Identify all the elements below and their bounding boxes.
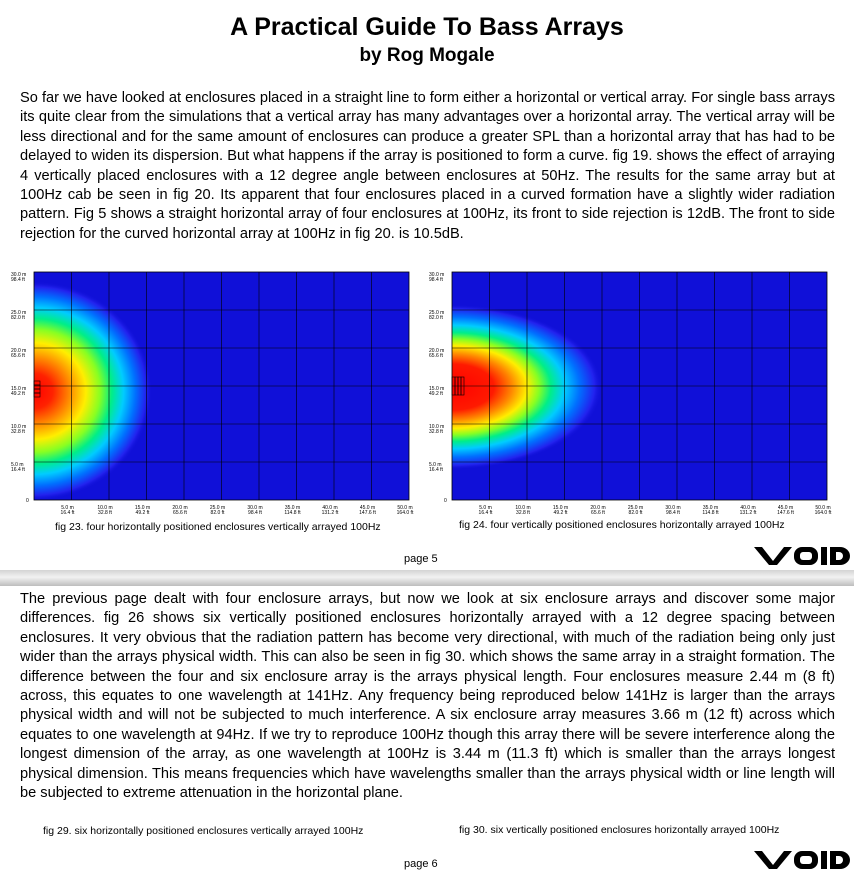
y-tick-label: 20.0 m [11, 348, 27, 354]
page-number: page 6 [404, 858, 438, 870]
x-tick-label: 65.6 ft [591, 510, 605, 515]
x-tick-label: 98.4 ft [248, 510, 262, 515]
x-tick-label: 98.4 ft [666, 510, 680, 515]
x-tick-label: 114.8 ft [284, 510, 301, 515]
x-axis-ticks [479, 505, 832, 515]
x-tick-label: 82.0 ft [210, 510, 225, 515]
void-logo-icon [752, 545, 852, 567]
y-tick-label: 98.4 ft [429, 277, 443, 283]
document-author: by Rog Mogale [359, 45, 495, 66]
x-tick-label: 131.2 ft [739, 510, 757, 515]
y-tick-label: 25.0 m [11, 310, 27, 316]
x-tick-label: 32.8 ft [98, 510, 112, 515]
y-tick-label: 10.0 m [429, 424, 445, 430]
x-tick-label: 16.4 ft [478, 510, 493, 515]
x-tick-label: 50.0 m [815, 505, 831, 511]
x-tick-label: 10.0 m [97, 505, 113, 511]
x-tick-label: 114.8 ft [702, 510, 719, 515]
y-tick-label: 25.0 m [429, 310, 445, 316]
y-tick-label: 30.0 m [11, 272, 27, 278]
x-tick-label: 20.0 m [172, 505, 188, 511]
x-tick-label: 65.6 ft [173, 510, 187, 515]
page-6-paragraph: The previous page dealt with four enclosure arrays, but now we look at six enclosure arrays and discover some major differences. fig 26 shows six vertically positioned enclosures horizontally arrayed with a 12 degree spacing between enclosures. It very obvious that the radiation pattern has become very directional, with much of the radiation being only just wider than the arrays physical width. This can also be seen in fig 30. which shows the same array in a straight formation. The difference between the four and six enclosure array is the arrays physical length. Four enclosures measure 2.44 m (8 ft) across, this equates to one wavelength at 141Hz. Any frequency being reproduced below 141Hz is larger than the arrays physical width and will not be subjected to much interference. A six enclosure array measures 3.66 m (12 ft) across which equates to one wavelength at 94Hz. If we try to reproduce 100Hz though this array there will be severe interference along the longest dimension of the array, as one wavelength at 100Hz is 3.44 m (11.3 ft) which is smaller than the arrays longest physical dimension. This means frequencies which have wavelengths smaller than the arrays physical width or line length will be subjected to extreme attenuation in the horizontal plane. [20, 591, 835, 802]
x-tick-label: 30.0 m [247, 505, 263, 511]
x-tick-label: 164.0 ft [396, 510, 414, 515]
y-tick-label: 15.0 m [11, 386, 27, 392]
x-tick-label: 131.2 ft [321, 510, 339, 515]
y-tick-label: 32.8 ft [429, 429, 443, 435]
y-tick-label: 82.0 ft [429, 315, 443, 321]
x-tick-label: 164.0 ft [814, 510, 832, 515]
void-logo [752, 849, 852, 876]
x-tick-label: 32.8 ft [516, 510, 530, 515]
x-tick-label: 20.0 m [590, 505, 606, 511]
x-tick-label: 49.2 ft [135, 510, 150, 515]
void-logo [752, 545, 852, 572]
y-tick-label: 49.2 ft [429, 391, 443, 397]
document-title: A Practical Guide To Bass Arrays [230, 13, 624, 41]
x-tick-label: 82.0 ft [628, 510, 643, 515]
y-tick-label: 98.4 ft [11, 277, 25, 283]
fig-24-caption: fig 24. four vertically positioned enclosures horizontally arrayed 100Hz [459, 519, 785, 531]
y-tick-label: 15.0 m [429, 386, 445, 392]
origin-label: 0 [444, 498, 447, 504]
y-axis-ticks [11, 272, 29, 504]
y-tick-label: 16.4 ft [11, 467, 25, 473]
x-tick-label: 10.0 m [515, 505, 531, 511]
y-tick-label: 65.6 ft [11, 353, 25, 359]
y-tick-label: 20.0 m [429, 348, 445, 354]
y-tick-label: 32.8 ft [11, 429, 25, 435]
y-tick-label: 82.0 ft [11, 315, 25, 321]
x-tick-label: 25.0 m [627, 505, 644, 511]
x-tick-label: 5.0 m [479, 505, 492, 511]
x-tick-label: 45.0 m [777, 505, 794, 511]
y-tick-label: 30.0 m [429, 272, 445, 278]
y-tick-label: 5.0 m [429, 462, 442, 468]
y-tick-label: 49.2 ft [11, 391, 25, 397]
fig-23-simulation [8, 269, 414, 515]
x-tick-label: 15.0 m [552, 505, 569, 511]
x-tick-label: 49.2 ft [553, 510, 568, 515]
x-tick-label: 15.0 m [134, 505, 151, 511]
fig-30-caption: fig 30. six vertically positioned enclosures horizontally arrayed 100Hz [459, 824, 780, 836]
x-tick-label: 30.0 m [665, 505, 681, 511]
x-tick-label: 147.6 ft [359, 510, 376, 515]
fig-24-plot [428, 269, 834, 515]
fig-23-caption: fig 23. four horizontally positioned enclosures vertically arrayed 100Hz [55, 521, 381, 533]
y-axis-ticks [429, 272, 447, 504]
x-tick-label: 147.6 ft [777, 510, 794, 515]
y-tick-label: 16.4 ft [429, 467, 443, 473]
x-tick-label: 16.4 ft [60, 510, 75, 515]
x-axis-ticks [61, 505, 414, 515]
x-tick-label: 50.0 m [397, 505, 413, 511]
x-tick-label: 25.0 m [209, 505, 226, 511]
y-tick-label: 5.0 m [11, 462, 24, 468]
page-5-paragraph: So far we have looked at enclosures placed in a straight line to form either a horizontal or vertical array. For single bass arrays its quite clear from the simulations that a vertical array has many advantages over a horizontal array. The vertical array will be less directional and for the same amount of enclosures can produce a greater SPL than a horizontal array that has had to be delayed to widen its dispersion. But what happens if the array is positioned to form a curve. fig 19. shows the effect of arraying 4 vertically placed enclosures with a 12 degree angle between enclosures at 50Hz. The results for the same array but at 100Hz cab be seen in fig 20. Its apparent that four enclosures placed in a curved formation have a slightly wider radiation pattern. Fig 5 shows a straight horizontal array of four enclosures at 100Hz, its front to side rejection is 12dB. The front to side rejection for the curved horizontal array at 100Hz in fig 20. is 10.5dB. [20, 90, 835, 242]
x-tick-label: 45.0 m [359, 505, 376, 511]
page-6 [0, 586, 854, 880]
fig-29-caption: fig 29. six horizontally positioned enclosures vertically arrayed 100Hz [43, 825, 364, 837]
x-tick-label: 40.0 m [322, 505, 338, 511]
x-tick-label: 5.0 m [61, 505, 74, 511]
origin-label: 0 [26, 498, 29, 504]
page-number: page 5 [404, 553, 438, 565]
fig-24-simulation [428, 269, 834, 515]
x-tick-label: 35.0 m [284, 505, 301, 511]
x-tick-label: 35.0 m [702, 505, 719, 511]
page-separator [0, 570, 854, 586]
void-logo-icon [752, 849, 852, 871]
y-tick-label: 10.0 m [11, 424, 27, 430]
x-tick-label: 40.0 m [740, 505, 756, 511]
y-tick-label: 65.6 ft [429, 353, 443, 359]
fig-23-plot [8, 269, 414, 515]
